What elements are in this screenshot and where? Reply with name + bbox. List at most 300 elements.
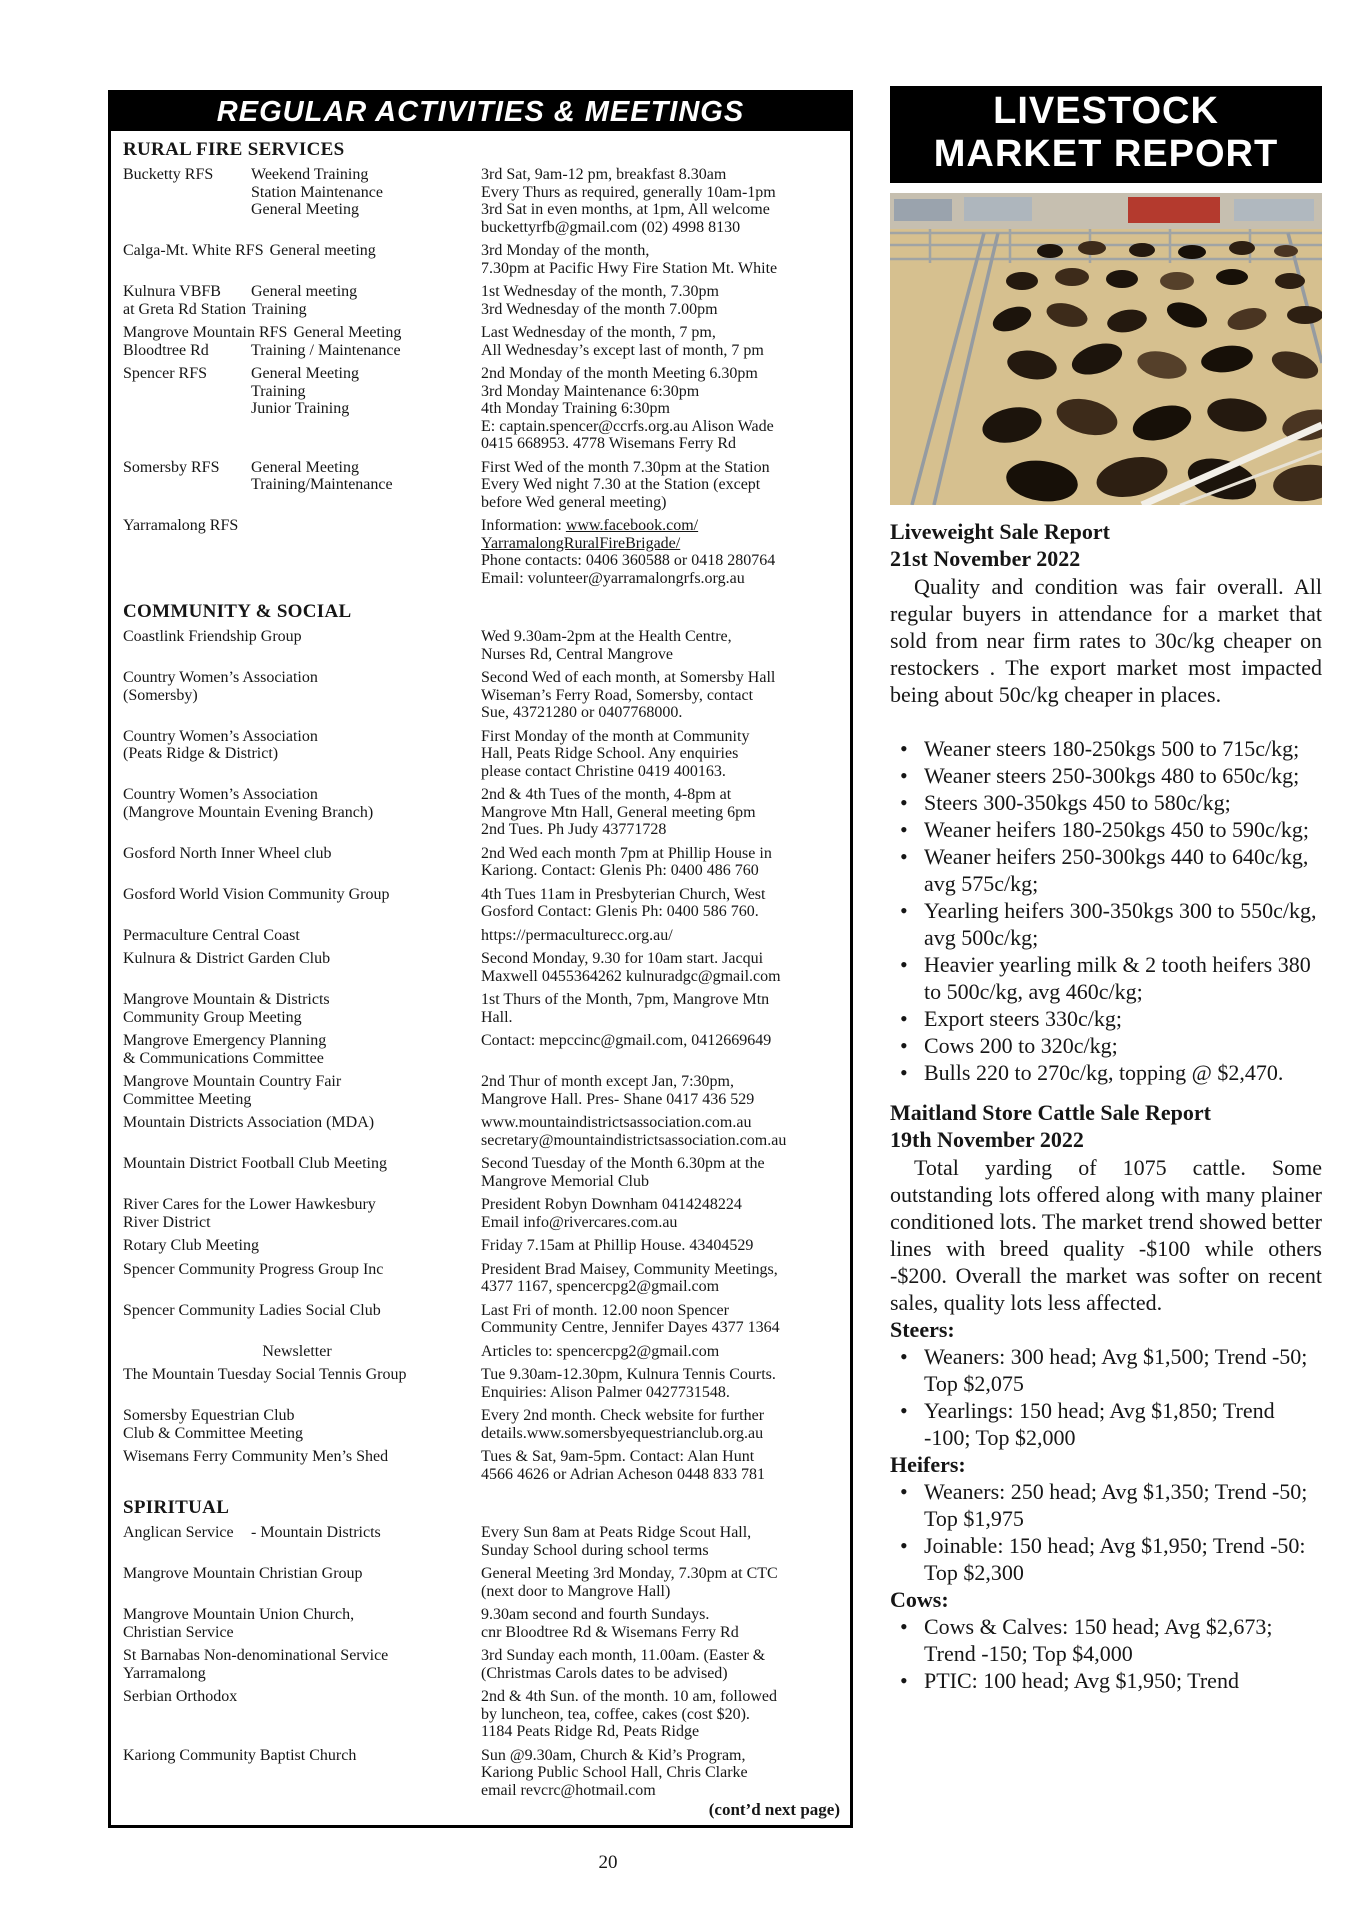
activity-row bbox=[123, 459, 842, 512]
organisation-line bbox=[123, 1114, 477, 1132]
organisation-name: Calga-Mt. White RFS bbox=[123, 242, 264, 259]
bullet-icon: • bbox=[900, 1344, 908, 1369]
organisation-name: & Communications Committee bbox=[123, 1049, 324, 1067]
meeting-details bbox=[481, 517, 842, 587]
activity-type: - Mountain Districts bbox=[251, 1524, 381, 1541]
section-heading: RURAL FIRE SERVICES bbox=[123, 139, 345, 160]
report-header-line1: LIVESTOCK bbox=[993, 90, 1219, 132]
detail-line: details.www.somersbyequestrianclub.org.au bbox=[481, 1424, 764, 1442]
reports-root bbox=[890, 518, 1322, 1694]
meeting-details bbox=[481, 1647, 842, 1682]
detail-line: General Meeting 3rd Monday, 7.30pm at CTC bbox=[481, 1565, 778, 1582]
activity-row bbox=[123, 1032, 842, 1067]
activity-row bbox=[123, 1565, 842, 1600]
organisation-line bbox=[123, 1647, 477, 1665]
detail-line: 4377 1167, spencercpg2@gmail.com bbox=[481, 1278, 720, 1295]
sale-report bbox=[890, 518, 1322, 1086]
bullet-text: PTIC: 100 head; Avg $1,950; Trend bbox=[924, 1668, 1239, 1693]
bullet-text: Cows 200 to 320c/kg; bbox=[924, 1033, 1118, 1058]
organisation-cell bbox=[123, 1524, 481, 1559]
meeting-details bbox=[481, 1747, 842, 1800]
bullet-icon: • bbox=[900, 1614, 908, 1639]
bullet-icon: • bbox=[900, 817, 908, 842]
detail-line: Wed 9.30am-2pm at the Health Centre, bbox=[481, 628, 732, 645]
meeting-details bbox=[481, 1302, 842, 1337]
organisation-line bbox=[123, 786, 477, 804]
organisation-name bbox=[123, 476, 251, 494]
organisation-line bbox=[123, 745, 477, 763]
meeting-details bbox=[481, 950, 842, 985]
organisation-line bbox=[123, 342, 477, 360]
report-body: Total yarding of 1075 cattle. Some outstanding lots offered along with many plainer conditioned lots. The market trend showed better lines with breed quality -$100 while others -$200. Overall the market was softer on recent sales, quality lots less affected. bbox=[890, 1155, 1322, 1315]
organisation-name: Mangrove Mountain & Districts bbox=[123, 991, 330, 1008]
organisation-name: Spencer RFS bbox=[123, 365, 207, 382]
activity-row bbox=[123, 517, 842, 587]
bullet-item bbox=[890, 1478, 1322, 1532]
detail-line: Contact: mepccinc@gmail.com, 0412669649 bbox=[481, 1032, 772, 1049]
organisation-cell bbox=[123, 1407, 481, 1442]
detail-line: 2nd Wed each month 7pm at Phillip House in bbox=[481, 844, 772, 862]
organisation-cell bbox=[123, 950, 481, 985]
meeting-details bbox=[481, 1343, 842, 1361]
organisation-name: Wisemans Ferry Community Men’s Shed bbox=[123, 1448, 389, 1465]
meeting-details bbox=[481, 242, 842, 277]
activity-row bbox=[123, 1237, 842, 1255]
activity-type: General Meeting bbox=[251, 365, 359, 382]
detail-line: 2nd Thur of month except Jan, 7:30pm, bbox=[481, 1073, 734, 1090]
activity-row bbox=[123, 1196, 842, 1231]
meeting-details bbox=[481, 1448, 842, 1483]
organisation-cell bbox=[123, 365, 481, 453]
detail-line: secretary@mountaindistrictsassociation.com.au bbox=[481, 1131, 787, 1149]
meeting-details bbox=[481, 786, 842, 839]
report-body: Quality and condition was fair overall. All regular buyers in attendance for a market that sold from near firm rates to 30c/kg cheaper on restockers . The export market most impacted being about 50c/kg cheaper in places. bbox=[890, 574, 1322, 707]
meeting-details bbox=[481, 1366, 842, 1401]
detail-line: 0415 668953. 4778 Wisemans Ferry Rd bbox=[481, 435, 737, 452]
detail-line: (Christmas Carols dates to be advised) bbox=[481, 1664, 728, 1682]
organisation-line bbox=[123, 804, 477, 822]
organisation-name: Newsletter bbox=[262, 1342, 332, 1360]
bullet-icon: • bbox=[900, 1479, 908, 1504]
bullet-item bbox=[890, 735, 1322, 762]
bullet-text: Bulls 220 to 270c/kg, topping @ $2,470. bbox=[924, 1060, 1284, 1085]
organisation-name bbox=[123, 383, 251, 401]
detail-line: email revcrc@hotmail.com bbox=[481, 1781, 656, 1799]
organisation-cell bbox=[123, 324, 481, 359]
detail-line: Community Centre, Jennifer Dayes 4377 1364 bbox=[481, 1319, 780, 1336]
organisation-name: Christian Service bbox=[123, 1623, 234, 1641]
meeting-details bbox=[481, 283, 842, 318]
activity-type: Weekend Training bbox=[251, 166, 369, 183]
detail-line: Kariong. Contact: Glenis Ph: 0400 486 760 bbox=[481, 862, 759, 879]
bullet-item bbox=[890, 789, 1322, 816]
meeting-details bbox=[481, 628, 842, 663]
detail-line: First Wed of the month 7.30pm at the Station bbox=[481, 458, 770, 476]
activity-row bbox=[123, 845, 842, 880]
detail-line: Second Wed of each month, at Somersby Hall bbox=[481, 669, 776, 686]
report-title: Liveweight Sale Report bbox=[890, 519, 1110, 544]
organisation-name: Permaculture Central Coast bbox=[123, 926, 300, 944]
organisation-line bbox=[123, 476, 477, 494]
meeting-details bbox=[481, 1032, 842, 1067]
detail-line: Last Wednesday of the month, 7 pm, bbox=[481, 324, 716, 341]
bullet-text: Heavier yearling milk & 2 tooth heifers 380 to 500c/kg, avg 460c/kg; bbox=[924, 952, 1311, 1004]
organisation-name: Bloodtree Rd bbox=[123, 341, 209, 359]
organisation-cell bbox=[123, 283, 481, 318]
organisation-name: Somersby RFS bbox=[123, 458, 220, 476]
bullet-text: Weaner steers 250-300kgs 480 to 650c/kg; bbox=[924, 763, 1300, 788]
page-number: 20 bbox=[598, 1852, 618, 1873]
organisation-cell bbox=[123, 1114, 481, 1149]
detail-line: 3rd Monday Maintenance 6:30pm bbox=[481, 382, 700, 400]
bullet-item bbox=[890, 1397, 1322, 1451]
organisation-line bbox=[123, 927, 477, 945]
meeting-details bbox=[481, 365, 842, 453]
detail-line: Second Tuesday of the Month 6.30pm at the bbox=[481, 1155, 765, 1172]
section-heading: COMMUNITY & SOCIAL bbox=[123, 601, 352, 622]
detail-line: Friday 7.15am at Phillip House. 43404529 bbox=[481, 1237, 754, 1254]
detail-line: 3rd Monday of the month, bbox=[481, 242, 650, 259]
organisation-line bbox=[123, 1565, 477, 1583]
organisation-line bbox=[123, 166, 477, 184]
meeting-details bbox=[481, 1155, 842, 1190]
organisation-name: Kulnura VBFB bbox=[123, 283, 221, 300]
organisation-line bbox=[123, 628, 477, 646]
activity-row bbox=[123, 927, 842, 945]
activity-type: Training/Maintenance bbox=[251, 476, 393, 493]
activity-row bbox=[123, 166, 842, 236]
meeting-details bbox=[481, 728, 842, 781]
meeting-details bbox=[481, 991, 842, 1026]
bullet-item bbox=[890, 1059, 1322, 1086]
organisation-line bbox=[123, 728, 477, 746]
organisation-line bbox=[123, 845, 477, 863]
organisation-line bbox=[123, 1688, 477, 1706]
organisation-cell bbox=[123, 1196, 481, 1231]
organisation-name: The Mountain Tuesday Social Tennis Group bbox=[123, 1366, 407, 1383]
organisation-cell bbox=[123, 786, 481, 839]
organisation-line bbox=[123, 517, 477, 535]
organisation-cell bbox=[123, 628, 481, 663]
detail-line: 3rd Sat, 9am-12 pm, breakfast 8.30am bbox=[481, 166, 727, 183]
organisation-cell bbox=[123, 166, 481, 236]
organisation-cell bbox=[123, 1688, 481, 1741]
detail-line: Hall. bbox=[481, 1008, 513, 1026]
activity-type: Station Maintenance bbox=[251, 183, 383, 201]
organisation-name: Community Group Meeting bbox=[123, 1008, 302, 1026]
organisation-name: Yarramalong bbox=[123, 1664, 206, 1682]
meeting-details bbox=[481, 886, 842, 921]
detail-line: (next door to Mangrove Hall) bbox=[481, 1582, 671, 1600]
detail-line bbox=[481, 517, 842, 535]
bullet-item bbox=[890, 951, 1322, 1005]
organisation-name: Spencer Community Ladies Social Club bbox=[123, 1301, 381, 1319]
organisation-name bbox=[123, 184, 251, 202]
organisation-cell bbox=[123, 1343, 481, 1361]
cattle-pens-photo bbox=[890, 193, 1322, 505]
meeting-details bbox=[481, 1114, 842, 1149]
bullet-item bbox=[890, 762, 1322, 789]
organisation-line bbox=[123, 1196, 477, 1214]
meeting-details bbox=[481, 1524, 842, 1559]
report-header bbox=[890, 86, 1322, 183]
detail-line: Tues & Sat, 9am-5pm. Contact: Alan Hunt bbox=[481, 1448, 755, 1465]
detail-line: Second Monday, 9.30 for 10am start. Jacqui bbox=[481, 950, 764, 967]
bullet-text: Yearling heifers 300-350kgs 300 to 550c/kg, avg 500c/kg; bbox=[924, 898, 1317, 950]
detail-line: Sunday School during school terms bbox=[481, 1541, 709, 1559]
activity-row bbox=[123, 365, 842, 453]
meeting-details bbox=[481, 459, 842, 512]
activity-row bbox=[123, 1606, 842, 1641]
bullet-item bbox=[890, 1032, 1322, 1059]
organisation-name: Mountain Districts Association (MDA) bbox=[123, 1114, 375, 1131]
organisation-cell bbox=[123, 1565, 481, 1600]
detail-line: Tue 9.30am-12.30pm, Kulnura Tennis Courts. bbox=[481, 1366, 776, 1383]
organisation-name: Coastlink Friendship Group bbox=[123, 628, 302, 645]
organisation-line bbox=[123, 1366, 477, 1384]
organisation-name: Somersby Equestrian Club bbox=[123, 1407, 295, 1424]
organisation-cell bbox=[123, 1606, 481, 1641]
organisation-cell bbox=[123, 1366, 481, 1401]
meeting-details bbox=[481, 1073, 842, 1108]
meeting-details bbox=[481, 1565, 842, 1600]
bullet-text: Export steers 330c/kg; bbox=[924, 1006, 1122, 1031]
detail-line: before Wed general meeting) bbox=[481, 493, 667, 511]
organisation-name: Club & Committee Meeting bbox=[123, 1424, 303, 1442]
organisation-line bbox=[123, 950, 477, 968]
organisation-name: Country Women’s Association bbox=[123, 727, 318, 745]
organisation-cell bbox=[123, 1155, 481, 1190]
organisation-name: River Cares for the Lower Hawkesbury bbox=[123, 1196, 376, 1213]
activity-row bbox=[123, 1261, 842, 1296]
bullet-icon: • bbox=[900, 898, 908, 923]
organisation-line bbox=[123, 1050, 477, 1068]
bullet-text: Yearlings: 150 head; Avg $1,850; Trend -100; Top $2,000 bbox=[924, 1398, 1275, 1450]
detail-line: please contact Christine 0419 400163. bbox=[481, 762, 726, 780]
meeting-details bbox=[481, 1606, 842, 1641]
detail-line: 4th Tues 11am in Presbyterian Church, West bbox=[481, 885, 766, 903]
sale-report bbox=[890, 1099, 1322, 1694]
activity-type: Training / Maintenance bbox=[251, 341, 401, 359]
organisation-cell bbox=[123, 1647, 481, 1682]
detail-line: cnr Bloodtree Rd & Wisemans Ferry Rd bbox=[481, 1623, 739, 1641]
link-text: www.facebook.com/ bbox=[565, 517, 699, 534]
bullet-list bbox=[890, 1343, 1322, 1451]
activity-row bbox=[123, 728, 842, 781]
bullet-text: Cows & Calves: 150 head; Avg $2,673; Trend -150; Top $4,000 bbox=[924, 1614, 1273, 1666]
meeting-details bbox=[481, 1688, 842, 1741]
activity-type: Junior Training bbox=[251, 400, 350, 417]
organisation-name: River District bbox=[123, 1213, 211, 1231]
organisation-line bbox=[123, 669, 477, 687]
organisation-cell bbox=[123, 927, 481, 945]
detail-line: Every Thurs as required, generally 10am-1pm bbox=[481, 183, 776, 201]
stock-category-label: Cows: bbox=[890, 1587, 949, 1612]
organisation-name: Gosford World Vision Community Group bbox=[123, 885, 390, 903]
detail-line: Sun @9.30am, Church & Kid’s Program, bbox=[481, 1746, 746, 1764]
detail-line: Email: volunteer@yarramalongrfs.org.au bbox=[481, 569, 745, 587]
organisation-cell bbox=[123, 1073, 481, 1108]
activity-row bbox=[123, 1524, 842, 1559]
detail-line: Hall, Peats Ridge School. Any enquiries bbox=[481, 745, 739, 762]
bullet-item bbox=[890, 1613, 1322, 1667]
bullet-text: Steers 300-350kgs 450 to 580c/kg; bbox=[924, 790, 1231, 815]
livestock-market-report-panel bbox=[890, 86, 1322, 1694]
bullet-icon: • bbox=[900, 1060, 908, 1085]
detail-line: 2nd & 4th Sun. of the month. 10 am, followed bbox=[481, 1688, 777, 1705]
organisation-line bbox=[123, 301, 477, 319]
detail-line: Every Wed night 7.30 at the Station (except bbox=[481, 476, 761, 493]
activity-row bbox=[123, 283, 842, 318]
organisation-cell bbox=[123, 1747, 481, 1800]
activity-row bbox=[123, 1407, 842, 1442]
bullet-text: Weaners: 300 head; Avg $1,500; Trend -50; Top $2,075 bbox=[924, 1344, 1308, 1396]
bullet-icon: • bbox=[900, 1668, 908, 1693]
organisation-line bbox=[123, 283, 477, 301]
activity-row bbox=[123, 786, 842, 839]
organisation-line bbox=[123, 1606, 477, 1624]
organisation-line bbox=[123, 1032, 477, 1050]
sections-root bbox=[111, 131, 850, 1799]
organisation-line bbox=[123, 1261, 477, 1279]
organisation-line bbox=[123, 1407, 477, 1425]
bullet-icon: • bbox=[900, 790, 908, 815]
organisation-name: Spencer Community Progress Group Inc bbox=[123, 1260, 384, 1278]
detail-line: Sue, 43721280 or 0407768000. bbox=[481, 704, 683, 721]
detail-line: Mangrove Hall. Pres- Shane 0417 436 529 bbox=[481, 1090, 755, 1108]
detail-line: President Brad Maisey, Community Meetings, bbox=[481, 1260, 778, 1278]
organisation-line bbox=[123, 365, 477, 383]
organisation-cell bbox=[123, 1261, 481, 1296]
detail-line: Every 2nd month. Check website for further bbox=[481, 1407, 765, 1424]
organisation-name: Mountain District Football Club Meeting bbox=[123, 1155, 387, 1172]
organisation-line bbox=[123, 1425, 477, 1443]
bullet-list bbox=[890, 1613, 1322, 1694]
detail-line: Gosford Contact: Glenis Ph: 0400 586 760. bbox=[481, 903, 759, 920]
organisation-name: Country Women’s Association bbox=[123, 786, 318, 803]
organisation-line bbox=[123, 886, 477, 904]
bullet-item bbox=[890, 843, 1322, 897]
organisation-name: Mangrove Emergency Planning bbox=[123, 1032, 327, 1049]
activity-row bbox=[123, 1688, 842, 1741]
organisation-name: Committee Meeting bbox=[123, 1090, 252, 1108]
organisation-cell bbox=[123, 459, 481, 512]
report-title: Maitland Store Cattle Sale Report bbox=[890, 1100, 1211, 1125]
organisation-cell bbox=[123, 1302, 481, 1337]
organisation-cell bbox=[123, 886, 481, 921]
meeting-details bbox=[481, 166, 842, 236]
detail-line: Maxwell 0455364262 kulnuradgc@gmail.com bbox=[481, 967, 781, 985]
detail-line bbox=[481, 535, 842, 553]
meeting-details bbox=[481, 324, 842, 359]
detail-line: by luncheon, tea, coffee, cakes (cost $20). bbox=[481, 1705, 750, 1723]
detail-line: https://permaculturecc.org.au/ bbox=[481, 926, 673, 944]
organisation-cell bbox=[123, 242, 481, 277]
stock-category-label: Steers: bbox=[890, 1317, 955, 1342]
detail-line: 1st Thurs of the Month, 7pm, Mangrove Mtn bbox=[481, 991, 770, 1008]
detail-line: Last Fri of month. 12.00 noon Spencer bbox=[481, 1301, 729, 1319]
meeting-details bbox=[481, 1237, 842, 1255]
organisation-cell bbox=[123, 845, 481, 880]
bullet-item bbox=[890, 1667, 1322, 1694]
organisation-line bbox=[123, 324, 477, 342]
bullet-item bbox=[890, 1343, 1322, 1397]
activity-row bbox=[123, 1114, 842, 1149]
detail-line: Phone contacts: 0406 360588 or 0418 280764 bbox=[481, 552, 776, 569]
organisation-name: Bucketty RFS bbox=[123, 166, 214, 183]
bullet-icon: • bbox=[900, 1033, 908, 1058]
organisation-line bbox=[123, 1073, 477, 1091]
meeting-details bbox=[481, 1261, 842, 1296]
meeting-details bbox=[481, 1407, 842, 1442]
bullet-icon: • bbox=[900, 1533, 908, 1558]
detail-line: 4th Monday Training 6:30pm bbox=[481, 400, 670, 417]
bullet-icon: • bbox=[900, 1006, 908, 1031]
organisation-name: Mangrove Mountain RFS bbox=[123, 324, 288, 341]
report-date: 21st November 2022 bbox=[890, 546, 1081, 571]
link-text: YarramalongRuralFireBrigade/ bbox=[481, 534, 681, 552]
detail-line: www.mountaindistrictsassociation.com.au bbox=[481, 1114, 752, 1131]
bullet-text: Weaner steers 180-250kgs 500 to 715c/kg; bbox=[924, 736, 1300, 761]
bullet-icon: • bbox=[900, 736, 908, 761]
organisation-cell bbox=[123, 1448, 481, 1483]
activity-type: General Meeting bbox=[251, 201, 359, 218]
detail-line: 2nd Tues. Ph Judy 43771728 bbox=[481, 821, 667, 838]
organisation-cell bbox=[123, 669, 481, 722]
activity-row bbox=[123, 991, 842, 1026]
detail-line: Mangrove Memorial Club bbox=[481, 1172, 649, 1190]
organisation-line bbox=[123, 242, 477, 260]
activity-row bbox=[123, 628, 842, 663]
organisation-line bbox=[123, 1343, 477, 1361]
activity-row bbox=[123, 950, 842, 985]
detail-line: 3rd Wednesday of the month 7.00pm bbox=[481, 300, 718, 318]
organisation-line bbox=[123, 1009, 477, 1027]
organisation-line bbox=[123, 201, 477, 219]
stock-category-label: Heifers: bbox=[890, 1452, 966, 1477]
report-header-line2: MARKET REPORT bbox=[933, 133, 1279, 175]
organisation-name: Yarramalong RFS bbox=[123, 517, 239, 534]
organisation-cell bbox=[123, 728, 481, 781]
organisation-line bbox=[123, 184, 477, 202]
section-heading: SPIRITUAL bbox=[123, 1497, 230, 1518]
meeting-details bbox=[481, 845, 842, 880]
organisation-line bbox=[123, 1155, 477, 1173]
bullet-item bbox=[890, 1005, 1322, 1032]
detail-line: All Wednesday’s except last of month, 7 pm bbox=[481, 341, 764, 359]
detail-line: Every Sun 8am at Peats Ridge Scout Hall, bbox=[481, 1524, 752, 1541]
organisation-name: (Peats Ridge & District) bbox=[123, 745, 279, 762]
organisation-name: (Somersby) bbox=[123, 686, 198, 704]
bullet-icon: • bbox=[900, 763, 908, 788]
activity-row bbox=[123, 1302, 842, 1337]
detail-line: Wiseman’s Ferry Road, Somersby, contact bbox=[481, 686, 754, 704]
organisation-line bbox=[123, 687, 477, 705]
activity-row bbox=[123, 324, 842, 359]
activity-row bbox=[123, 1343, 842, 1361]
activity-type: Training bbox=[251, 382, 306, 400]
organisation-name: St Barnabas Non-denominational Service bbox=[123, 1647, 389, 1664]
panel-title: REGULAR ACTIVITIES & MEETINGS bbox=[111, 93, 850, 131]
detail-line: Kariong Public School Hall, Chris Clarke bbox=[481, 1764, 748, 1781]
organisation-name: Serbian Orthodox bbox=[123, 1688, 238, 1705]
bullet-list bbox=[890, 1478, 1322, 1586]
organisation-line bbox=[123, 1524, 477, 1542]
detail-line: President Robyn Downham 0414248224 bbox=[481, 1196, 742, 1213]
activity-row bbox=[123, 1366, 842, 1401]
organisation-line bbox=[123, 400, 477, 418]
detail-line: 2nd Monday of the month Meeting 6.30pm bbox=[481, 365, 758, 382]
